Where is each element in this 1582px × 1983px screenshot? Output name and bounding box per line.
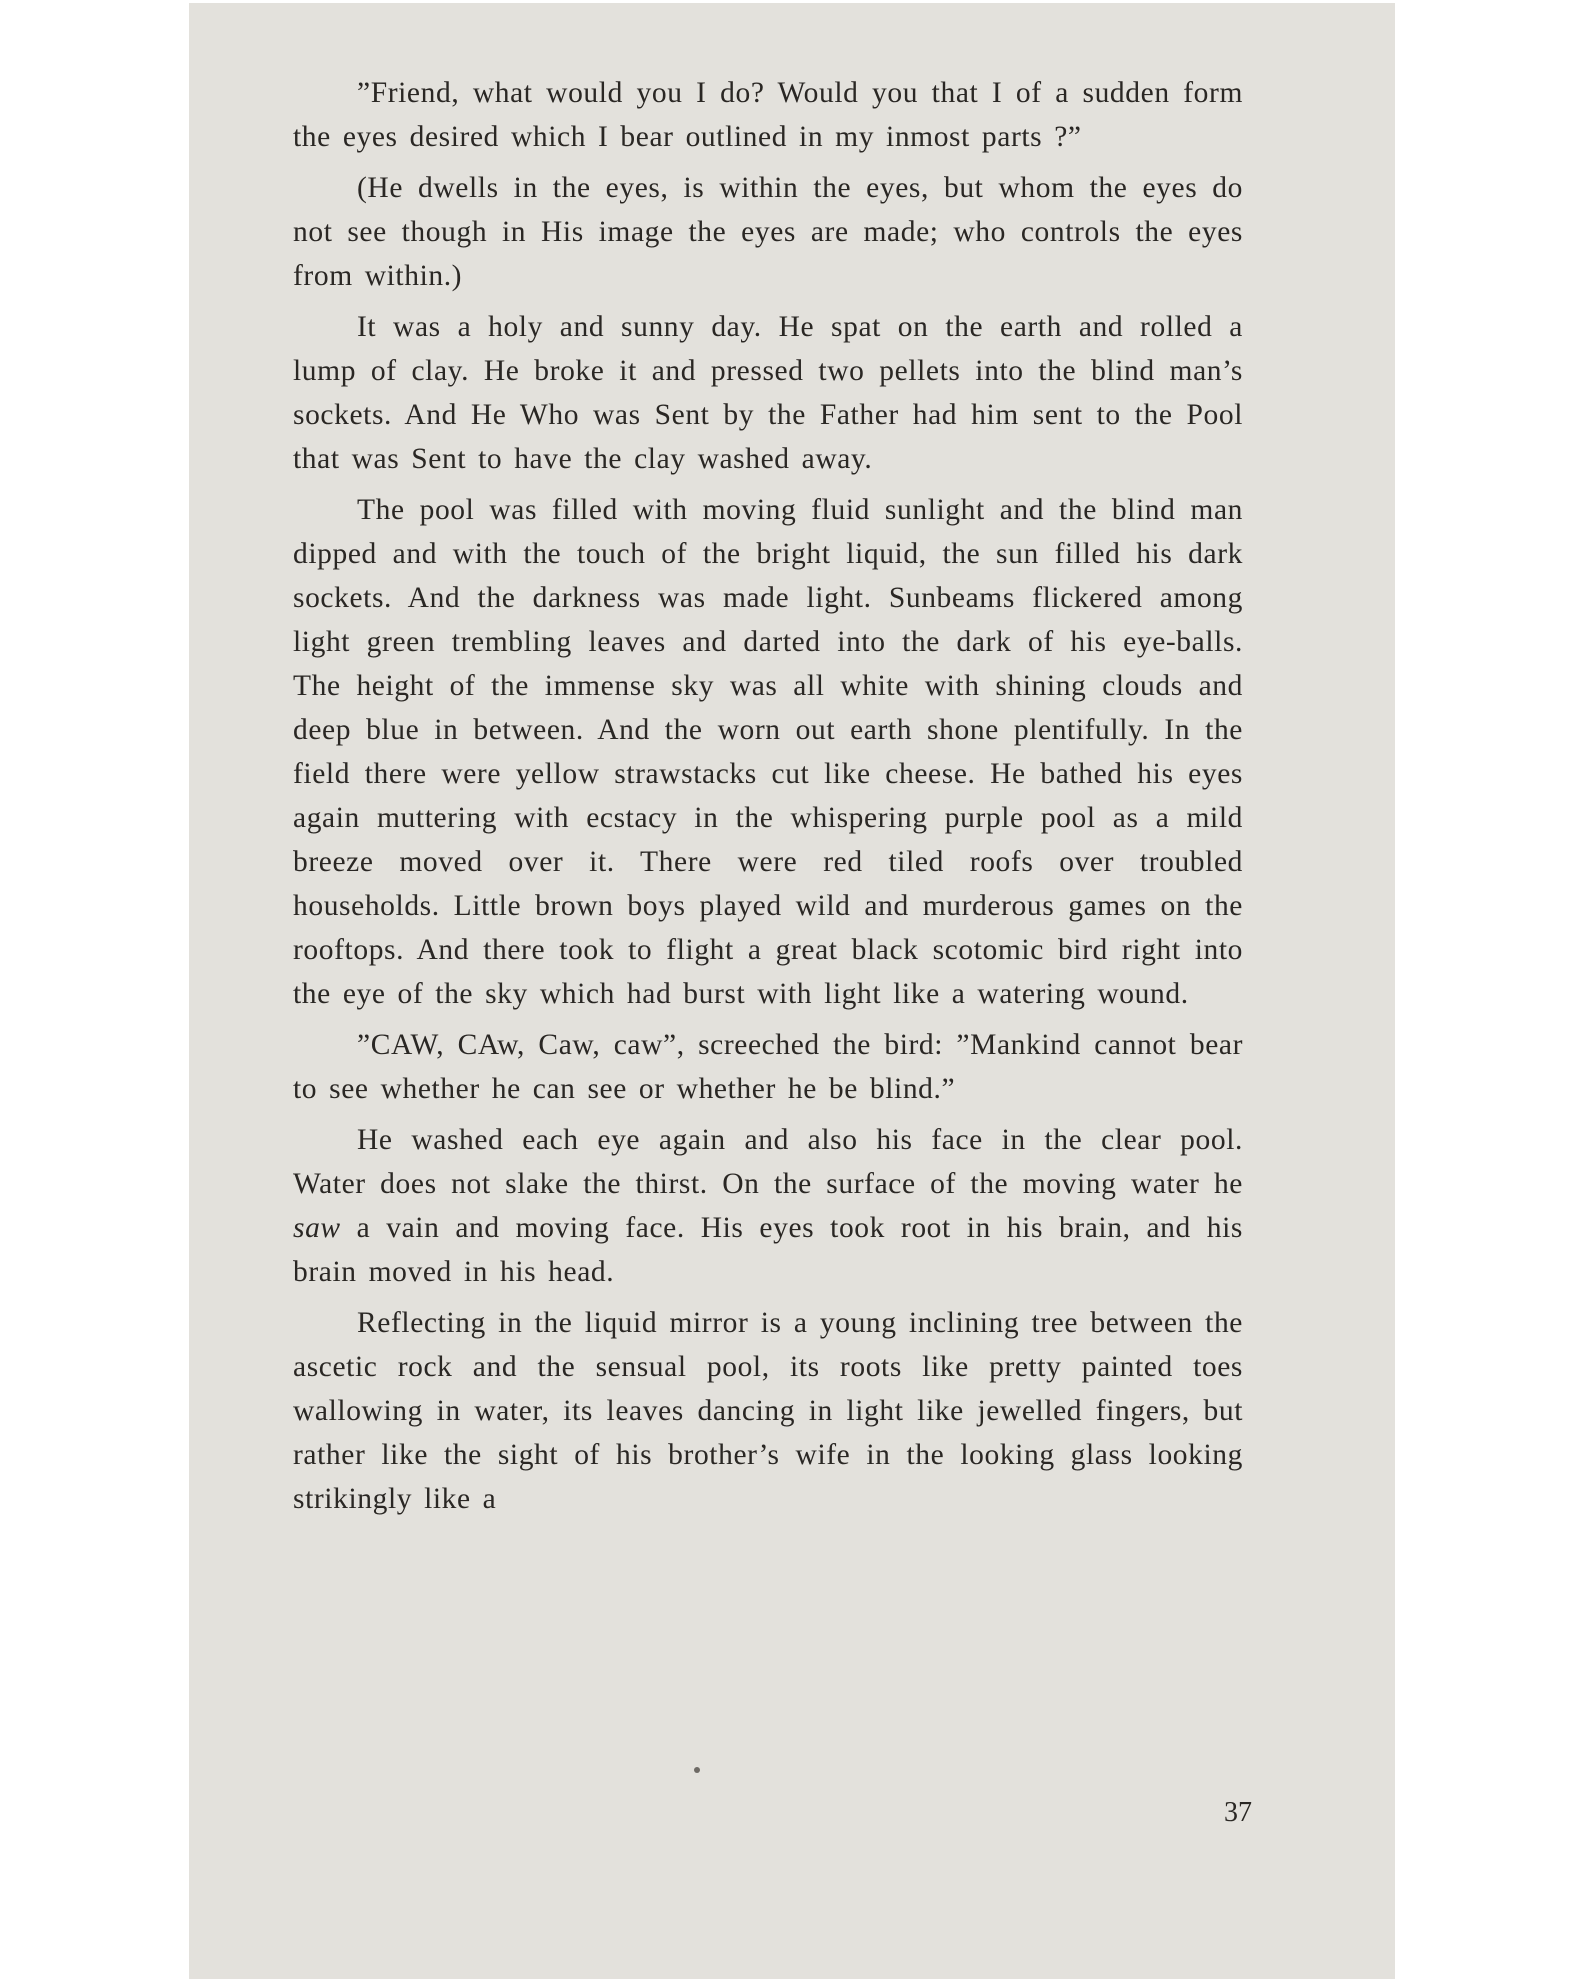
paragraph-6 bbox=[293, 1118, 1243, 1294]
paragraph-5 bbox=[293, 1023, 1243, 1111]
paragraph-3 bbox=[293, 305, 1243, 481]
italic-word: saw bbox=[293, 1212, 341, 1244]
paragraph-text: The pool was filled with moving fluid sunlight and the blind man dipped and with the touch of the bright liquid, the sun filled his dark sockets. And the darkness was made light. Sunbeams flickered among light green trembling leaves and darted into the dark of his eye-balls. The height of the immense sky was all white with shining clouds and deep blue in between. And the worn out earth shone plentifully. In the field there were yellow strawstacks cut like cheese. He bathed his eyes again muttering with ecstacy in the whispering purple pool as a mild breeze moved over it. There were red tiled roofs over troubled households. Little brown boys played wild and murderous games on the rooftops. And there took to flight a great black scotomic bird right into the eye of the sky which had burst with light like a watering wound. bbox=[293, 494, 1243, 1010]
book-page bbox=[189, 3, 1395, 1979]
paragraph-7 bbox=[293, 1301, 1243, 1521]
paragraph-text: He washed each eye again and also his face in the clear pool. Water does not slake the thirst. On the surface of the moving water he bbox=[293, 1124, 1243, 1200]
paragraph-text: a vain and moving face. His eyes took root in his brain, and his brain moved in his head. bbox=[293, 1212, 1243, 1288]
ink-dot bbox=[694, 1767, 700, 1773]
paragraph-text: It was a holy and sunny day. He spat on the earth and rolled a lump of clay. He broke it and pressed two pellets into the blind man’s sockets. And He Who was Sent by the Father had him sent to the Pool that was Sent to have the clay washed away. bbox=[293, 311, 1243, 475]
page-number: 37 bbox=[1224, 1797, 1252, 1828]
paragraph-4 bbox=[293, 488, 1243, 1016]
paragraph-1 bbox=[293, 71, 1243, 159]
paragraph-text: ”CAW, CAw, Caw, caw”, screeched the bird: ”Mankind cannot bear to see whether he can see or whether he be blind.” bbox=[293, 1029, 1243, 1105]
body-text bbox=[293, 71, 1243, 1521]
paragraph-text: Reflecting in the liquid mirror is a young inclining tree between the ascetic rock and the sensual pool, its roots like pretty painted toes wallowing in water, its leaves dancing in light like jewelled fingers, but rather like the sight of his brother’s wife in the looking glass looking strikingly like a bbox=[293, 1307, 1243, 1515]
paragraph-text: (He dwells in the eyes, is within the eyes, but whom the eyes do not see though in His image the eyes are made; who controls the eyes from within.) bbox=[293, 172, 1243, 292]
paragraph-text: ”Friend, what would you I do? Would you that I of a sudden form the eyes desired which I bear outlined in my inmost parts ?” bbox=[293, 77, 1243, 153]
paragraph-2 bbox=[293, 166, 1243, 298]
